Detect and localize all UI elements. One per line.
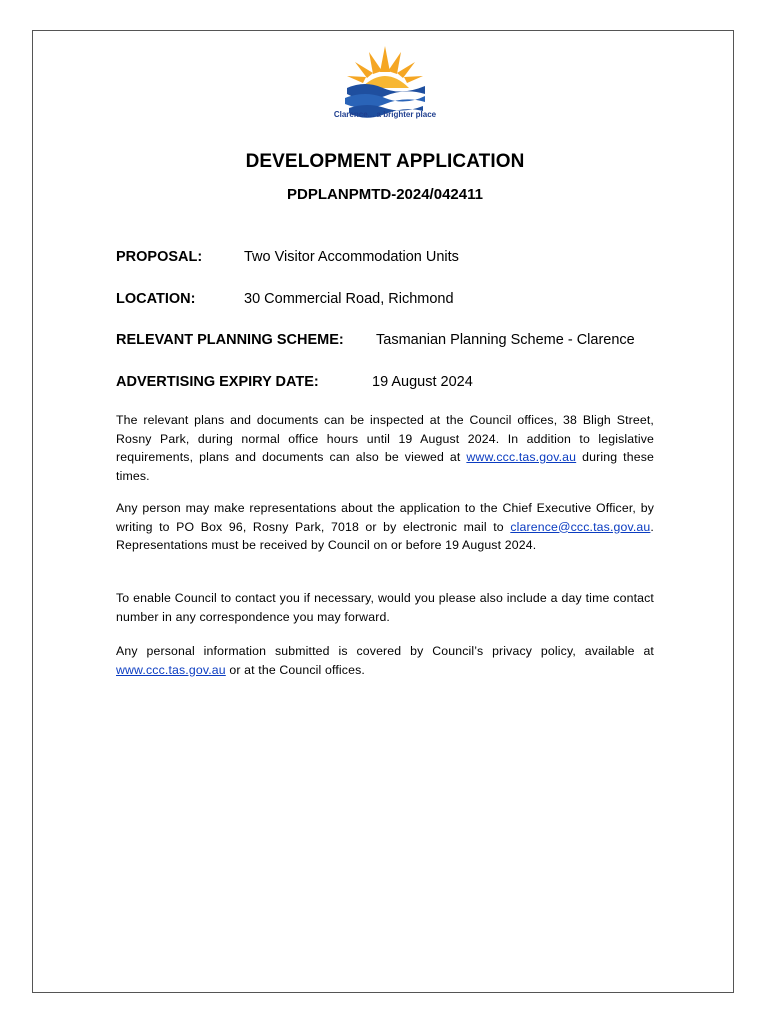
- council-email-link[interactable]: clarence@ccc.tas.gov.au: [510, 519, 651, 534]
- council-website-link[interactable]: www.ccc.tas.gov.au: [466, 450, 577, 464]
- inspection-text: The relevant plans and documents can be inspected at the Council offices, 38 Bligh Street, Rosny Park, during normal office hours until 19 August 2024. In addition to legislative requirements, plans and documents can also be viewed at: [116, 413, 654, 464]
- proposal-value: Two Visitor Accommodation Units: [244, 249, 459, 265]
- privacy-paragraph: [116, 642, 654, 679]
- document-title: DEVELOPMENT APPLICATION: [245, 151, 525, 172]
- representations-text: Any person may make representations about the application to the Chief Executive Officer, by writing to PO Box 96, Rosny Park, 7018 or by electronic mail to: [116, 501, 654, 534]
- application-reference: PDPLANPMTD-2024/042411: [287, 186, 483, 203]
- privacy-text: Any personal information submitted is covered by Council’s privacy policy, available at: [116, 644, 654, 658]
- proposal-label: PROPOSAL:: [116, 249, 203, 265]
- expiry-value: 19 August 2024: [372, 374, 473, 390]
- contact-paragraph: To enable Council to contact you if necessary, would you please also include a day time contact number in any correspondence you may forward.: [116, 591, 654, 624]
- location-label: LOCATION:: [116, 291, 196, 307]
- inspection-text-end: during these times.: [116, 450, 654, 483]
- planning-scheme-value: Tasmanian Planning Scheme - Clarence: [376, 332, 635, 348]
- representations-text-end: . Representations must be received by Council on or before 19 August 2024.: [116, 519, 654, 552]
- planning-scheme-label: RELEVANT PLANNING SCHEME:: [116, 332, 344, 348]
- privacy-website-link[interactable]: www.ccc.tas.gov.au: [116, 662, 226, 677]
- inspection-paragraph: [116, 411, 654, 485]
- expiry-label: ADVERTISING EXPIRY DATE:: [116, 374, 319, 390]
- privacy-text-end: or at the Council offices.: [225, 662, 365, 677]
- logo-tagline: Clarence... a brighter place: [333, 110, 437, 119]
- location-value: 30 Commercial Road, Richmond: [244, 291, 454, 307]
- representations-paragraph: [116, 499, 654, 555]
